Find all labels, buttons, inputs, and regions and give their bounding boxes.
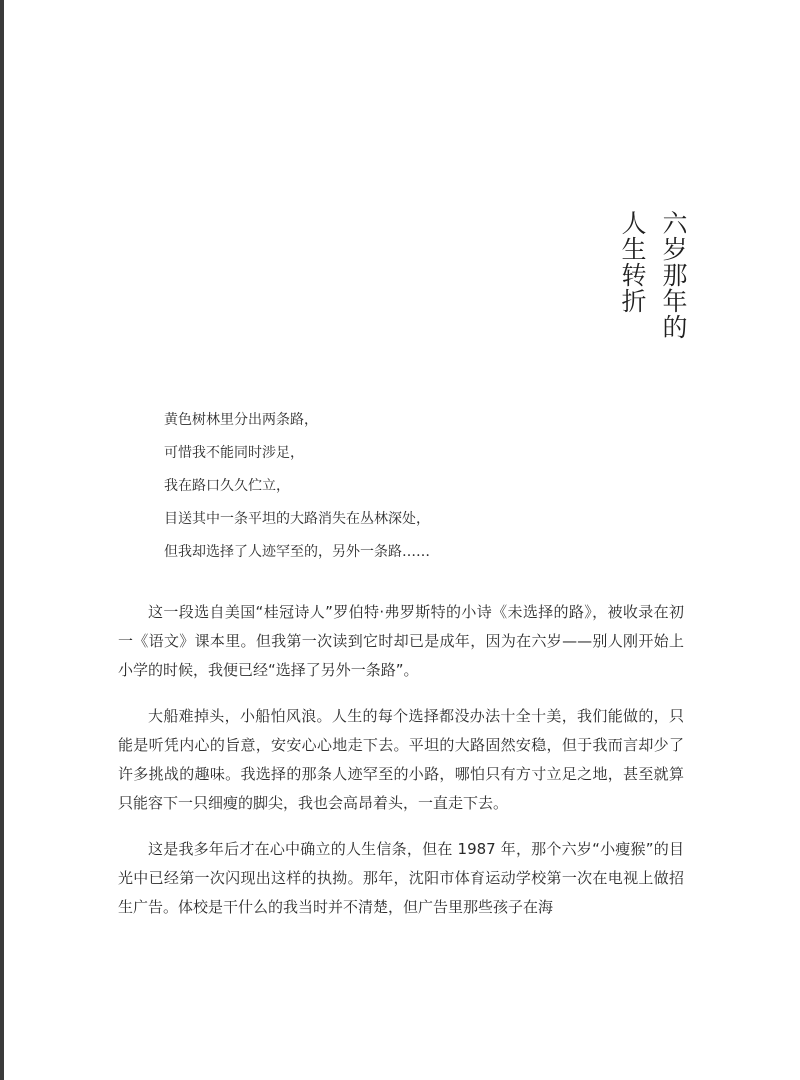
- chapter-subtitle: 人生转折: [618, 210, 647, 314]
- poem-line: 可惜我不能同时涉足，: [164, 445, 304, 461]
- poem-line: 但我却选择了人迹罕至的，另外一条路……: [164, 544, 430, 560]
- poem-line: 目送其中一条平坦的大路消失在丛林深处，: [164, 511, 430, 527]
- paragraph: 大船难掉头，小船怕风浪。人生的每个选择都没办法十全十美，我们能做的，只能是听凭内心的旨意，安安心心地走下去。平坦的大路固然安稳，但于我而言却少了许多挑战的趣味。我选择的那条人迹罕至的小路，哪怕只有方寸立足之地，甚至就算只能容下一只细瘦的脚尖，我也会高昂着头，一直走下去。: [118, 707, 684, 812]
- body-text: [118, 598, 684, 939]
- page-left-edge: [0, 0, 4, 1080]
- chapter-title: 六岁那年的: [659, 210, 688, 340]
- poem-epigraph: [164, 404, 634, 569]
- poem-line: 黄色树林里分出两条路，: [164, 412, 318, 428]
- paragraph: 这是我多年后才在心中确立的人生信条，但在 1987 年，那个六岁“小瘦猴”的目光中已经第一次闪现出这样的执拗。那年，沈阳市体育运动学校第一次在电视上做招生广告。体校是干什么的我当时并不清楚，但广告里那些孩子在海: [118, 840, 684, 916]
- poem-line: 我在路口久久伫立，: [164, 478, 290, 494]
- paragraph: 这一段选自美国“桂冠诗人”罗伯特·弗罗斯特的小诗《未选择的路》，被收录在初一《语文》课本里。但我第一次读到它时却已是成年，因为在六岁——别人刚开始上小学的时候，我便已经“选择了另外一条路”。: [118, 603, 684, 679]
